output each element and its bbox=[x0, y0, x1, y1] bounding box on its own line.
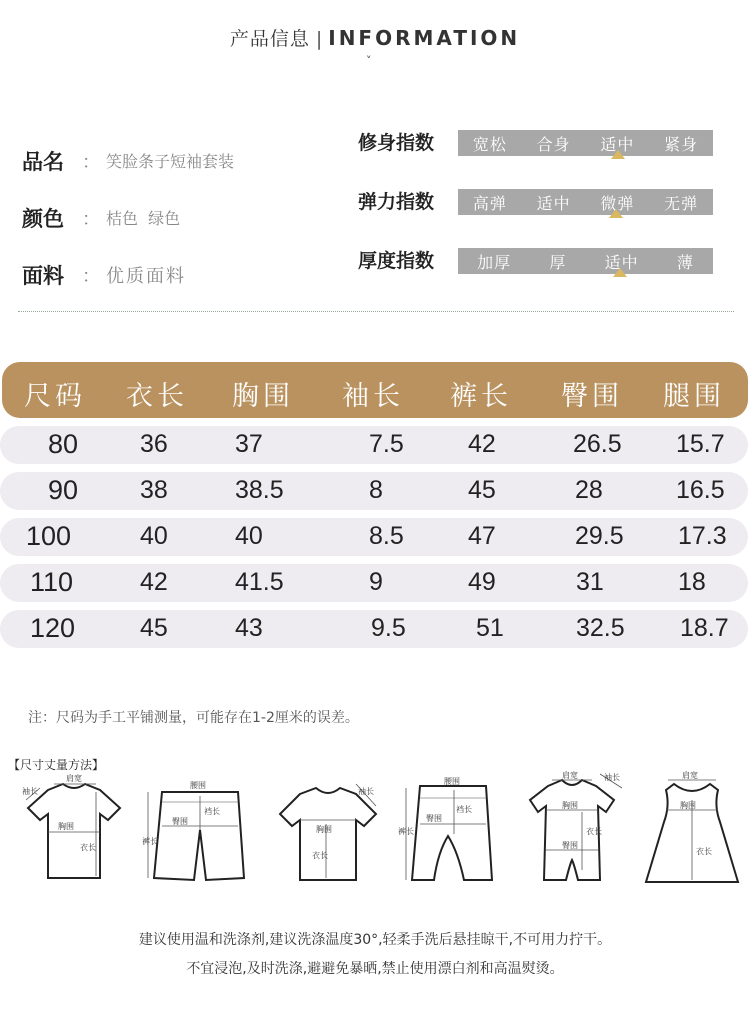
index-label: 厚度指数 bbox=[358, 250, 435, 272]
table-cell: 8 bbox=[369, 476, 383, 504]
column-header: 臀围 bbox=[561, 381, 623, 412]
table-cell: 29.5 bbox=[575, 522, 624, 550]
length-label: 衣长 bbox=[696, 847, 712, 856]
index-marker-icon bbox=[613, 268, 627, 277]
table-header bbox=[2, 362, 748, 418]
table-cell: 18.7 bbox=[680, 614, 729, 642]
index-option: 无弹 bbox=[664, 193, 699, 213]
column-header: 尺码 bbox=[24, 381, 86, 412]
dress-diagram bbox=[640, 770, 744, 890]
index-option: 合身 bbox=[536, 134, 571, 154]
index-option: 微弹 bbox=[600, 193, 635, 213]
table-cell: 9 bbox=[369, 568, 383, 596]
waist-label: 腰围 bbox=[444, 777, 460, 786]
index-row-thickness bbox=[358, 248, 713, 307]
table-cell: 18 bbox=[678, 568, 706, 596]
info-value: 桔色 绿色 bbox=[106, 209, 181, 228]
table-row bbox=[0, 472, 748, 510]
header-separator: | bbox=[315, 28, 323, 50]
product-info bbox=[22, 132, 234, 303]
table-cell: 9.5 bbox=[371, 614, 406, 642]
index-option: 宽松 bbox=[472, 134, 507, 154]
table-cell: 51 bbox=[476, 614, 504, 642]
table-cell: 8.5 bbox=[369, 522, 404, 550]
table-cell: 7.5 bbox=[369, 430, 404, 458]
index-option: 厚 bbox=[549, 252, 567, 272]
crotch-label: 裆长 bbox=[204, 807, 220, 816]
table-cell: 45 bbox=[140, 614, 168, 642]
table-cell: 38 bbox=[140, 476, 168, 504]
index-option: 适中 bbox=[600, 134, 635, 154]
index-option: 适中 bbox=[604, 252, 639, 272]
care-line-1: 建议使用温和洗涤剂,建议洗涤温度30°,轻柔手洗后悬挂晾干,不可用力拧干。 bbox=[138, 932, 612, 948]
fit-indices bbox=[358, 130, 713, 307]
table-row bbox=[0, 518, 748, 556]
header-title-en: INFORMATION bbox=[328, 26, 521, 50]
index-marker-icon bbox=[609, 209, 623, 218]
info-row-color bbox=[22, 189, 234, 246]
table-cell: 36 bbox=[140, 430, 168, 458]
table-cell: 80 bbox=[48, 429, 79, 459]
sleeve-label: 袖长 bbox=[358, 787, 374, 796]
table-cell: 47 bbox=[468, 522, 496, 550]
table-cell: 43 bbox=[235, 614, 263, 642]
index-row-fit bbox=[358, 130, 713, 189]
shoulder-label: 肩宽 bbox=[682, 771, 698, 780]
table-cell: 90 bbox=[48, 475, 79, 505]
table-row bbox=[0, 610, 748, 648]
column-header: 腿围 bbox=[663, 381, 725, 412]
crotch-label: 裆长 bbox=[456, 805, 472, 814]
tshirt-front-diagram bbox=[18, 770, 130, 885]
chest-label: 胸围 bbox=[680, 801, 696, 810]
hip-label: 臀围 bbox=[426, 814, 442, 823]
care-line-2: 不宜浸泡,及时洗涤,避避免暴晒,禁止使用漂白剂和高温熨烫。 bbox=[186, 961, 564, 977]
table-cell: 42 bbox=[468, 430, 496, 458]
table-cell: 38.5 bbox=[235, 476, 284, 504]
table-cell: 17.3 bbox=[678, 522, 727, 550]
tshirt-back-diagram bbox=[272, 780, 384, 885]
info-row-name bbox=[22, 132, 234, 189]
chevron-down-icon: ˅ bbox=[366, 54, 372, 67]
header-title-cn: 产品信息 bbox=[229, 28, 310, 50]
index-option: 加厚 bbox=[477, 252, 512, 272]
column-header: 胸围 bbox=[232, 381, 294, 412]
column-header: 裤长 bbox=[450, 381, 512, 412]
info-colon: ： bbox=[82, 265, 100, 287]
table-cell: 16.5 bbox=[676, 476, 725, 504]
hip-label: 臀围 bbox=[562, 841, 578, 850]
index-marker-icon bbox=[611, 150, 625, 159]
size-table bbox=[0, 362, 750, 643]
size-note: 注：尺码为手工平铺测量，可能存在1-2厘米的误差。 bbox=[28, 710, 359, 726]
info-row-fabric bbox=[22, 246, 234, 303]
table-cell: 110 bbox=[30, 567, 74, 597]
table-row bbox=[0, 426, 748, 464]
info-key: 颜色 bbox=[22, 206, 64, 231]
table-row bbox=[0, 564, 748, 602]
dotted-divider bbox=[18, 311, 734, 312]
info-colon: ： bbox=[82, 151, 100, 173]
chest-label: 胸围 bbox=[58, 822, 74, 831]
table-cell: 41.5 bbox=[235, 568, 284, 596]
info-colon: ： bbox=[82, 208, 100, 230]
index-row-stretch bbox=[358, 189, 713, 248]
waist-label: 腰围 bbox=[190, 781, 206, 790]
table-cell: 37 bbox=[235, 430, 263, 458]
index-label: 修身指数 bbox=[358, 132, 435, 154]
index-bar bbox=[458, 248, 713, 274]
column-header: 袖长 bbox=[342, 381, 404, 412]
method-title: 【尺寸丈量方法】 bbox=[8, 758, 105, 772]
hip-label: 臀围 bbox=[172, 817, 188, 826]
length-label: 衣长 bbox=[80, 843, 96, 852]
pants-diagram bbox=[398, 776, 504, 888]
index-bar bbox=[458, 130, 713, 156]
info-value: 优质面料 bbox=[106, 265, 186, 287]
table-cell: 120 bbox=[30, 613, 76, 643]
index-bar bbox=[458, 189, 713, 215]
romper-diagram bbox=[518, 770, 628, 890]
sleeve-label: 袖长 bbox=[604, 773, 620, 782]
index-option: 高弹 bbox=[472, 193, 507, 213]
sleeve-label: 袖长 bbox=[22, 787, 38, 796]
column-header: 衣长 bbox=[126, 381, 188, 412]
index-option: 薄 bbox=[676, 252, 694, 272]
shorts-diagram bbox=[140, 778, 250, 888]
pants-length-label: 裤长 bbox=[398, 827, 414, 836]
table-cell: 31 bbox=[576, 568, 604, 596]
index-label: 弹力指数 bbox=[358, 191, 435, 213]
info-key: 品名 bbox=[22, 149, 64, 174]
table-cell: 40 bbox=[140, 522, 168, 550]
index-option: 适中 bbox=[536, 193, 571, 213]
table-cell: 32.5 bbox=[576, 614, 625, 642]
chest-label: 胸围 bbox=[316, 825, 332, 834]
table-cell: 100 bbox=[26, 521, 72, 551]
info-value: 笑脸条子短袖套装 bbox=[106, 152, 235, 171]
table-cell: 28 bbox=[575, 476, 603, 504]
length-label: 衣长 bbox=[312, 851, 328, 860]
table-cell: 49 bbox=[468, 568, 496, 596]
section-header bbox=[0, 24, 750, 67]
chest-label: 胸围 bbox=[562, 801, 578, 810]
length-label: 衣长 bbox=[586, 827, 602, 836]
table-cell: 26.5 bbox=[573, 430, 622, 458]
table-cell: 15.7 bbox=[676, 430, 725, 458]
info-key: 面料 bbox=[22, 263, 64, 288]
pants-length-label: 裤长 bbox=[142, 837, 158, 846]
table-cell: 40 bbox=[235, 522, 263, 550]
table-cell: 45 bbox=[468, 476, 496, 504]
index-option: 紧身 bbox=[664, 134, 699, 154]
shoulder-label: 肩宽 bbox=[66, 774, 82, 783]
shoulder-label: 肩宽 bbox=[562, 771, 578, 780]
table-cell: 42 bbox=[140, 568, 168, 596]
